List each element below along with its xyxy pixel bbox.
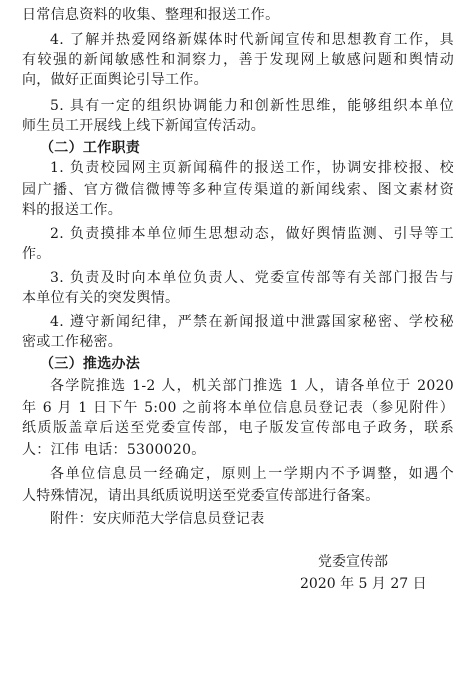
selection-paragraph-1: 各学院推选 1-2 人，机关部门推选 1 人，请各单位于 2020: [50, 378, 454, 394]
body-text-line: 日常信息资料的收集、整理和报送工作。: [22, 7, 280, 23]
duty-item-4: 4. 遵守新闻纪律，严禁在新闻报道中泄露国家秘密、学校秘: [50, 314, 454, 330]
signature-department: 党委宣传部: [318, 554, 388, 570]
duty-item-1: 1. 负责校园网主页新闻稿件的报送工作，协调安排校报、校: [50, 160, 454, 176]
signature-date: 2020 年 5 月 27 日: [300, 576, 427, 592]
body-text-line: 料的报送工作。: [22, 202, 123, 218]
body-text-line: 本单位有关的突发舆情。: [22, 290, 180, 306]
body-text-line: 师生员工开展线上线下新闻宣传活动。: [22, 118, 266, 134]
attachment-line: 附件：安庆师范大学信息员登记表: [50, 511, 265, 527]
body-text-line: 向，做好正面舆论引导工作。: [22, 72, 208, 88]
body-text-line: 作。: [22, 246, 51, 262]
selection-paragraph-2: 各单位信息员一经确定，原则上一学期内不予调整，如遇个: [50, 466, 454, 482]
contact-line: 人：江伟 电话：5300020。: [22, 442, 206, 458]
requirement-item-4: 4. 了解并热爱网络新媒体时代新闻宣传和思想教育工作，具: [50, 32, 454, 48]
duty-item-2: 2. 负责摸排本单位师生思想动态，做好舆情监测、引导等工: [50, 226, 454, 242]
section-heading-selection: （三）推选办法: [40, 356, 141, 372]
section-heading-duties: （二）工作职责: [40, 140, 141, 156]
body-text-line: 纸质版盖章后送至党委宣传部，电子版发宣传部电子政务，联系: [22, 420, 454, 436]
body-text-line: 有较强的新闻敏感性和洞察力，善于发现网上敏感问题和舆情动: [22, 52, 454, 68]
requirement-item-5: 5. 具有一定的组织协调能力和创新性思维，能够组织本单位: [50, 98, 454, 114]
body-text-line: 年 6 月 1 日下午 5:00 之前将本单位信息员登记表（参见附件）: [22, 400, 454, 416]
body-text-line: 人特殊情况，请出具纸质说明送至党委宣传部进行备案。: [22, 488, 380, 504]
body-text-line: 密或工作秘密。: [22, 334, 123, 350]
duty-item-3: 3. 负责及时向本单位负责人、党委宣传部等有关部门报告与: [50, 270, 454, 286]
body-text-line: 园广播、官方微信微博等多种宣传渠道的新闻线索、图文素材资: [22, 182, 454, 198]
